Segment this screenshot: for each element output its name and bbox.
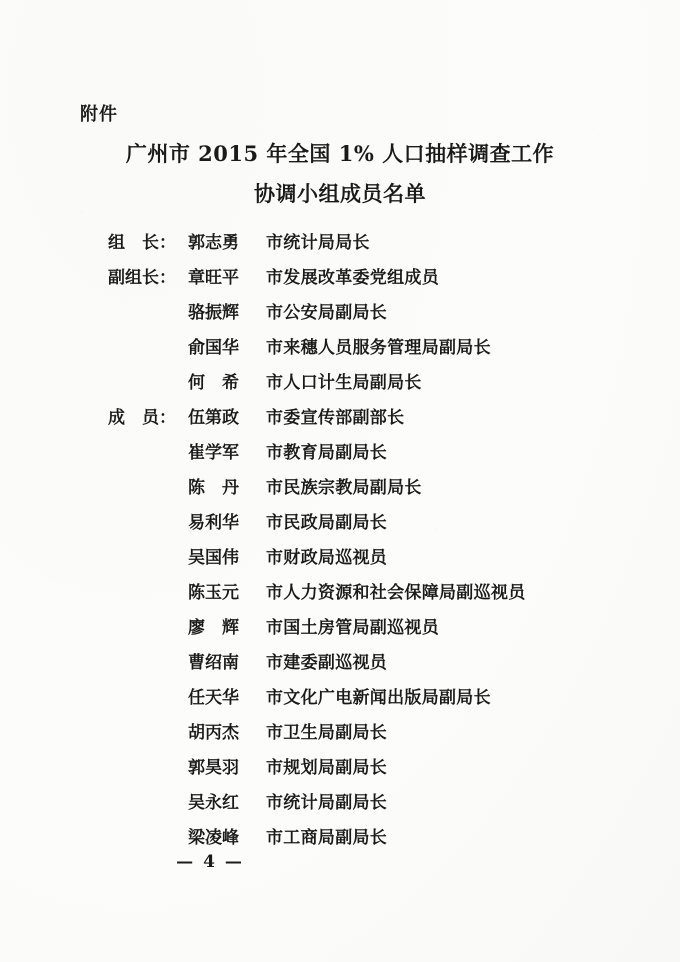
title-line-1: 广州市 2015 年全国 1% 人口抽样调查工作	[125, 141, 555, 166]
roster-title: 市建委副巡视员	[266, 653, 388, 673]
roster-title: 市民政局副局长	[266, 513, 388, 533]
roster-name: 骆振辉	[188, 303, 239, 323]
roster-title: 市统计局局长	[266, 233, 370, 253]
roster-role: 副组长：	[108, 268, 176, 288]
roster-title: 市委宣传部副部长	[266, 408, 405, 428]
roster-title: 市规划局副局长	[266, 758, 388, 778]
roster-role: 成 员：	[108, 408, 176, 428]
roster-name: 俞国华	[188, 338, 239, 358]
roster-row	[0, 648, 680, 683]
roster-name: 伍第政	[188, 408, 239, 428]
roster-row	[0, 228, 680, 263]
roster-title: 市人力资源和社会保障局副巡视员	[266, 583, 526, 603]
roster-name: 吴永红	[188, 793, 239, 813]
roster-title: 市卫生局副局长	[266, 723, 388, 743]
roster-title: 市公安局副局长	[266, 303, 388, 323]
page-number-text: — 4 —	[176, 852, 244, 872]
roster-list	[0, 228, 680, 858]
roster-row	[0, 543, 680, 578]
roster-title: 市民族宗教局副局长	[266, 478, 422, 498]
roster-role: 组 长：	[108, 233, 176, 253]
roster-name: 吴国伟	[188, 548, 239, 568]
roster-name: 曹绍南	[188, 653, 239, 673]
roster-row	[0, 683, 680, 718]
roster-name: 陈 丹	[188, 478, 239, 498]
roster-row	[0, 368, 680, 403]
roster-name: 易利华	[188, 513, 239, 533]
roster-name: 郭志勇	[188, 233, 239, 253]
roster-row	[0, 613, 680, 648]
roster-row	[0, 578, 680, 613]
roster-row	[0, 333, 680, 368]
roster-name: 章旺平	[188, 268, 239, 288]
roster-name: 崔学军	[188, 443, 239, 463]
roster-row	[0, 473, 680, 508]
roster-title: 市统计局副局长	[266, 793, 388, 813]
roster-row	[0, 718, 680, 753]
page-number	[0, 852, 680, 872]
roster-title: 市来穗人员服务管理局副局长	[266, 338, 491, 358]
roster-name: 郭昊羽	[188, 758, 239, 778]
roster-row	[0, 438, 680, 473]
roster-title: 市工商局副局长	[266, 828, 388, 848]
roster-title: 市教育局副局长	[266, 443, 388, 463]
title-line-2: 协调小组成员名单	[254, 181, 426, 206]
roster-name: 陈玉元	[188, 583, 239, 603]
roster-name: 廖 辉	[188, 618, 239, 638]
roster-name: 胡丙杰	[188, 723, 239, 743]
roster-row	[0, 263, 680, 298]
roster-row	[0, 508, 680, 543]
page-title	[70, 134, 610, 214]
roster-title: 市国土房管局副巡视员	[266, 618, 439, 638]
roster-title: 市人口计生局副局长	[266, 373, 422, 393]
roster-name: 任天华	[188, 688, 239, 708]
roster-row	[0, 753, 680, 788]
roster-row	[0, 788, 680, 823]
roster-row	[0, 298, 680, 333]
roster-title: 市发展改革委党组成员	[266, 268, 439, 288]
attachment-label: 附件	[80, 104, 118, 125]
roster-title: 市文化广电新闻出版局副局长	[266, 688, 491, 708]
roster-title: 市财政局巡视员	[266, 548, 388, 568]
roster-row	[0, 403, 680, 438]
roster-name: 梁凌峰	[188, 828, 239, 848]
roster-name: 何 希	[188, 373, 239, 393]
